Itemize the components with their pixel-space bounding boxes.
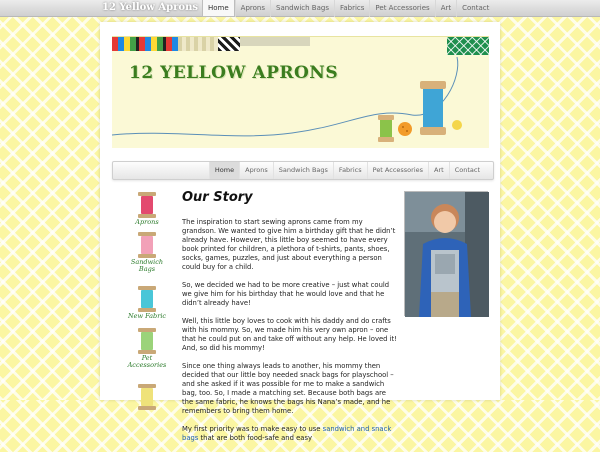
top-tab-home[interactable]: Home bbox=[202, 0, 235, 17]
top-tab-contact[interactable]: Contact bbox=[456, 0, 494, 17]
sidebar-item-aprons[interactable]: Aprons bbox=[122, 192, 172, 226]
nav-sandwich-bags[interactable]: Sandwich Bags bbox=[273, 162, 333, 179]
story-paragraph: Since one thing always leads to another, his mommy then decided that our little boy needed snack bags for playschool – and she asked if it was possible for me to make a sandwich bag, too. So, I made a matching set. Because both bags are the same fabric, he knows the bags his Nana’s made, and he remembers to bring them home. bbox=[182, 362, 394, 415]
nav-aprons[interactable]: Aprons bbox=[239, 162, 273, 179]
story-paragraph: So, we decided we had to be more creative – just what could we give him for his birthday that he would love and that he didn’t already have! bbox=[182, 281, 390, 307]
nav-fabrics[interactable]: Fabrics bbox=[333, 162, 367, 179]
nav-art[interactable]: Art bbox=[428, 162, 449, 179]
sandwich-bags-link[interactable]: sandwich and snack bags bbox=[182, 425, 392, 442]
grandson-photo bbox=[404, 191, 488, 316]
boy-photo-image bbox=[405, 192, 489, 317]
spool-icon bbox=[138, 286, 156, 312]
spool-icon bbox=[138, 232, 156, 258]
page-title: Our Story bbox=[182, 190, 253, 205]
main-nav bbox=[112, 161, 494, 180]
nav-home[interactable]: Home bbox=[209, 162, 239, 179]
story-paragraph: Well, this little boy loves to cook with his daddy and do crafts with his mommy. So, we made him his very own apron – one that he could put on and take off without any help. He loved it! And, so did his mommy! bbox=[182, 317, 397, 352]
top-tab-pet-accessories[interactable]: Pet Accessories bbox=[369, 0, 434, 17]
sidebar-item-sandwich-bags[interactable]: Sandwich Bags bbox=[122, 232, 172, 273]
site-brand[interactable]: 12 Yellow Aprons bbox=[102, 2, 198, 13]
page-container bbox=[100, 22, 500, 442]
spool-icon bbox=[138, 192, 156, 218]
story-paragraph: The inspiration to start sewing aprons came from my grandson. We wanted to give him a birthday gift that he didn’t already have. However, this little boy seemed to have every book printed for children, a plethora of t-shirts, pants, shoes, socks, games, puzzles, and just about everything a person could buy for a child. bbox=[182, 218, 396, 271]
spool-icon bbox=[138, 384, 156, 410]
top-bar bbox=[0, 0, 600, 17]
sidebar-item-pet-accessories[interactable]: Pet Accessories bbox=[122, 328, 172, 369]
site-logo[interactable]: 12 YELLOW APRONS bbox=[129, 63, 339, 83]
top-nav bbox=[202, 0, 494, 17]
sidebar-item-art[interactable] bbox=[122, 384, 172, 410]
story-paragraph: My first priority was to make easy to use sandwich and snack bags that are both food-safe and easy bbox=[182, 425, 392, 442]
top-tab-sandwich-bags[interactable]: Sandwich Bags bbox=[270, 0, 334, 17]
thread-spool-icon bbox=[112, 37, 489, 149]
story-content bbox=[182, 218, 398, 452]
top-tab-aprons[interactable]: Aprons bbox=[235, 0, 270, 17]
sidebar-item-new-fabric[interactable]: New Fabric bbox=[122, 286, 172, 320]
top-tab-fabrics[interactable]: Fabrics bbox=[334, 0, 369, 17]
header-banner[interactable] bbox=[112, 36, 489, 148]
nav-pet-accessories[interactable]: Pet Accessories bbox=[367, 162, 428, 179]
top-tab-art[interactable]: Art bbox=[435, 0, 456, 17]
nav-contact[interactable]: Contact bbox=[449, 162, 485, 179]
spool-icon bbox=[138, 328, 156, 354]
